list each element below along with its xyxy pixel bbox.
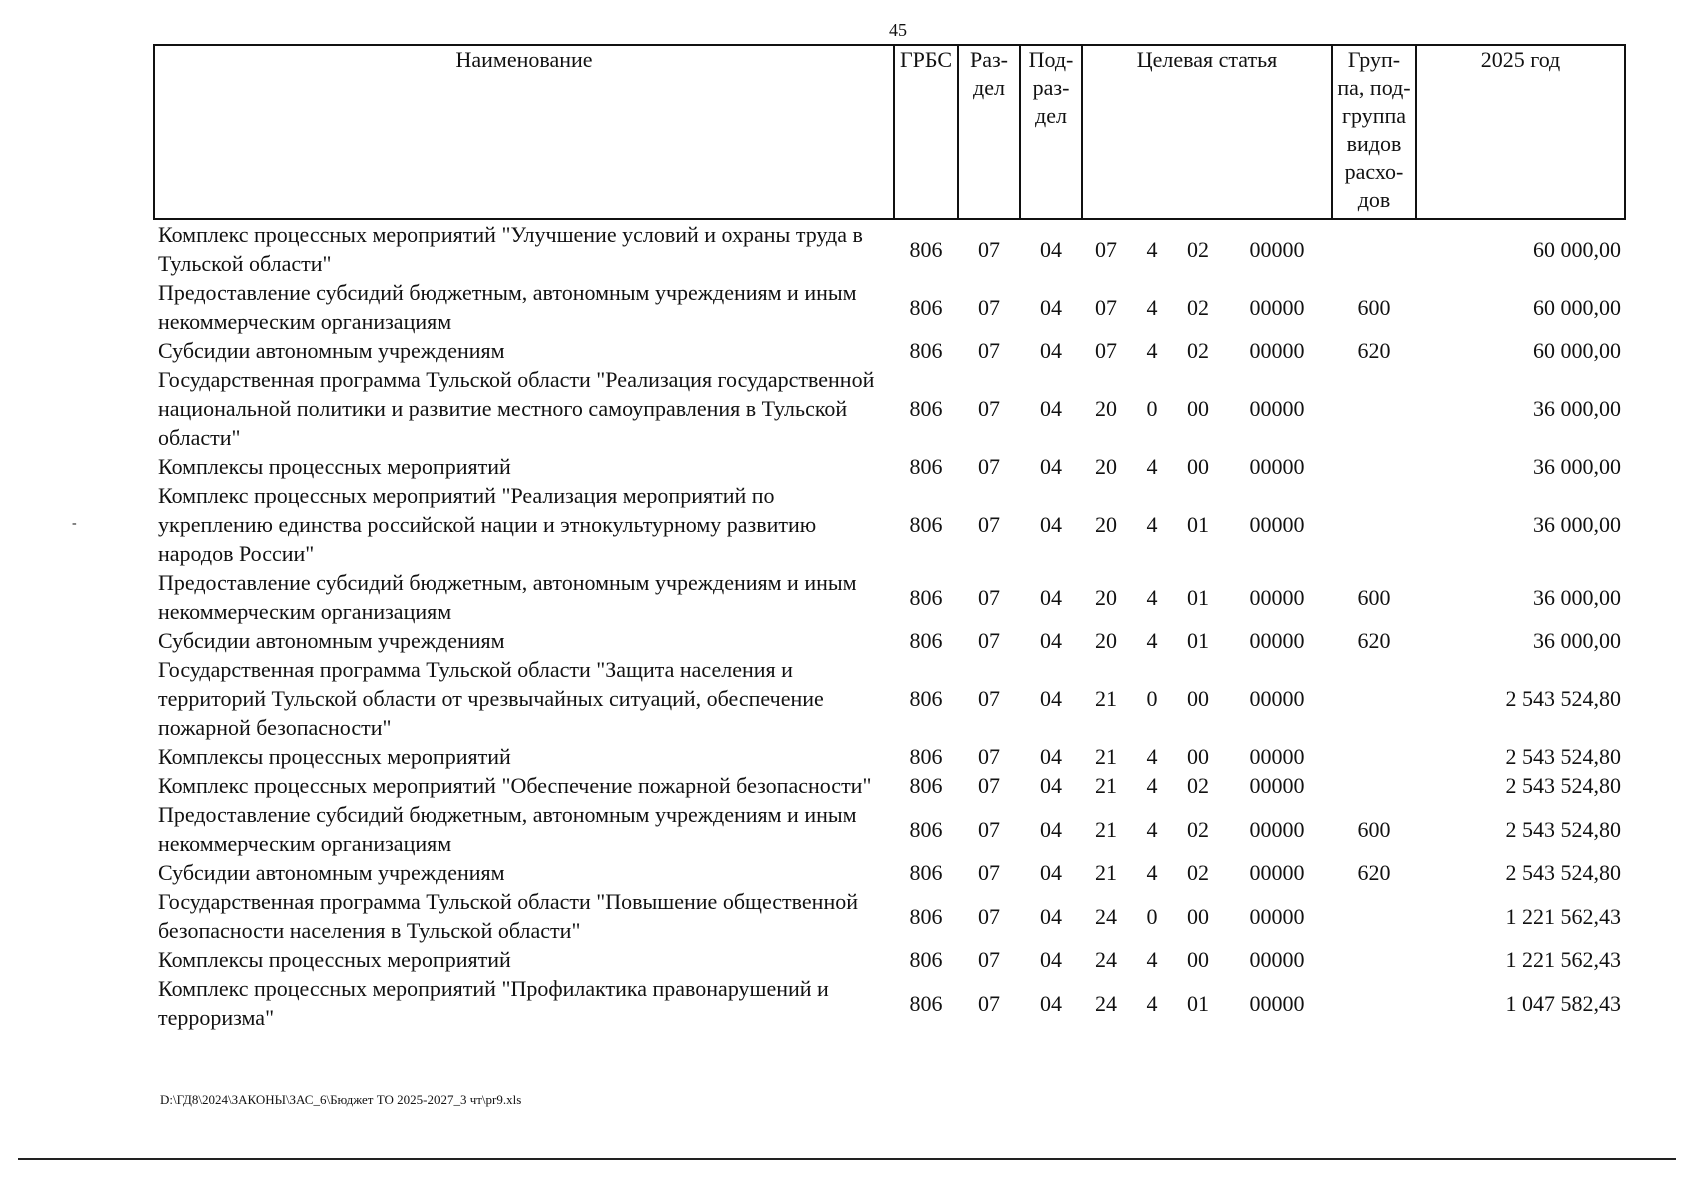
row-name: Государственная программа Тульской области "Повышение общественной безопасности населения в Тульской области"	[158, 889, 858, 943]
row-expense-group: 600	[1357, 294, 1391, 320]
target-code-part: 00	[1187, 396, 1209, 421]
target-code-part: 02	[1187, 294, 1209, 320]
target-code-part: 07	[1095, 294, 1117, 320]
page-number: 45	[889, 20, 907, 40]
row-target-article	[1082, 858, 1332, 887]
row-podrazdel: 04	[1040, 628, 1062, 653]
target-code-part: 00	[1187, 454, 1209, 479]
target-code-part: 20	[1095, 512, 1117, 537]
row-grbs: 806	[909, 947, 943, 972]
target-code-part: 20	[1095, 396, 1117, 421]
target-code-part: 00000	[1249, 396, 1305, 421]
row-grbs: 806	[909, 990, 943, 1016]
header-target: Целевая статья	[1082, 45, 1332, 219]
target-code-part: 4	[1146, 744, 1158, 769]
target-code-part: 20	[1095, 454, 1117, 479]
row-podrazdel: 04	[1040, 236, 1062, 262]
row-grbs: 806	[909, 294, 943, 320]
target-code-part: 24	[1095, 903, 1117, 929]
target-code-part: 0	[1146, 396, 1158, 421]
target-code-part: 4	[1146, 512, 1158, 537]
table-row	[154, 481, 1625, 568]
row-podrazdel: 04	[1040, 816, 1062, 842]
row-amount: 36 000,00	[1533, 512, 1621, 537]
target-code-part: 4	[1146, 816, 1158, 842]
row-podrazdel: 04	[1040, 947, 1062, 972]
target-code-part: 00	[1187, 947, 1209, 972]
row-name: Комплекс процессных мероприятий "Улучшение условий и охраны труда в Тульской области"	[158, 222, 863, 276]
target-code-part: 00	[1187, 686, 1209, 711]
target-code-part: 4	[1146, 584, 1158, 610]
table-row	[154, 452, 1625, 481]
row-podrazdel: 04	[1040, 990, 1062, 1016]
row-amount: 36 000,00	[1533, 584, 1621, 610]
row-name: Комплекс процессных мероприятий "Профилактика правонарушений и терроризма"	[158, 976, 829, 1030]
row-razdel: 07	[978, 773, 1000, 798]
row-name: Субсидии автономным учреждениям	[158, 860, 505, 885]
row-target-article	[1082, 800, 1332, 858]
row-razdel: 07	[978, 990, 1000, 1016]
row-amount: 60 000,00	[1533, 236, 1621, 262]
row-razdel: 07	[978, 584, 1000, 610]
table-row	[154, 887, 1625, 945]
row-podrazdel: 04	[1040, 584, 1062, 610]
budget-table	[153, 44, 1626, 1032]
row-target-article	[1082, 945, 1332, 974]
row-podrazdel: 04	[1040, 686, 1062, 711]
row-expense-group	[1332, 742, 1416, 771]
row-amount: 2 543 524,80	[1505, 773, 1621, 798]
target-code-part: 01	[1187, 990, 1209, 1016]
scan-mark: ‐	[72, 516, 77, 531]
row-razdel: 07	[978, 744, 1000, 769]
target-code-part: 4	[1146, 990, 1158, 1016]
table-row	[154, 974, 1625, 1032]
table-row	[154, 858, 1625, 887]
row-name: Государственная программа Тульской области "Реализация государственной национальной политики и развитие местного самоуправления в Тульской области"	[158, 367, 875, 450]
row-expense-group	[1332, 452, 1416, 481]
table-header-row	[154, 45, 1625, 219]
target-code-part: 00000	[1249, 584, 1305, 610]
target-code-part: 0	[1146, 686, 1158, 711]
row-name: Субсидии автономным учреждениям	[158, 338, 505, 363]
row-target-article	[1082, 626, 1332, 655]
bottom-divider	[18, 1158, 1676, 1160]
row-podrazdel: 04	[1040, 396, 1062, 421]
row-razdel: 07	[978, 338, 1000, 363]
row-target-article	[1082, 974, 1332, 1032]
row-amount: 36 000,00	[1533, 628, 1621, 653]
target-code-part: 00000	[1249, 860, 1305, 885]
target-code-part: 02	[1187, 860, 1209, 885]
target-code-part: 00000	[1249, 454, 1305, 479]
row-expense-group	[1332, 974, 1416, 1032]
table-row	[154, 655, 1625, 742]
row-name: Комплексы процессных мероприятий	[158, 454, 511, 479]
row-expense-group	[1332, 771, 1416, 800]
row-name: Комплекс процессных мероприятий "Обеспечение пожарной безопасности"	[158, 773, 872, 798]
row-grbs: 806	[909, 454, 943, 479]
target-code-part: 4	[1146, 860, 1158, 885]
row-grbs: 806	[909, 338, 943, 363]
target-code-part: 00000	[1249, 628, 1305, 653]
target-code-part: 21	[1095, 860, 1117, 885]
row-amount: 36 000,00	[1533, 454, 1621, 479]
row-expense-group: 620	[1357, 860, 1391, 885]
target-code-part: 00000	[1249, 512, 1305, 537]
row-podrazdel: 04	[1040, 454, 1062, 479]
row-target-article	[1082, 336, 1332, 365]
target-code-part: 20	[1095, 584, 1117, 610]
row-grbs: 806	[909, 903, 943, 929]
header-razdel: Раз- дел	[958, 45, 1020, 219]
row-razdel: 07	[978, 454, 1000, 479]
row-name: Комплексы процессных мероприятий	[158, 744, 511, 769]
row-grbs: 806	[909, 584, 943, 610]
row-target-article	[1082, 742, 1332, 771]
target-code-part: 01	[1187, 584, 1209, 610]
row-razdel: 07	[978, 686, 1000, 711]
row-razdel: 07	[978, 816, 1000, 842]
row-target-article	[1082, 365, 1332, 452]
target-code-part: 4	[1146, 294, 1158, 320]
row-razdel: 07	[978, 903, 1000, 929]
target-code-part: 21	[1095, 773, 1117, 798]
target-code-part: 00000	[1249, 816, 1305, 842]
row-expense-group	[1332, 219, 1416, 278]
row-amount: 2 543 524,80	[1505, 686, 1621, 711]
row-podrazdel: 04	[1040, 294, 1062, 320]
target-code-part: 4	[1146, 236, 1158, 262]
target-code-part: 20	[1095, 628, 1117, 653]
row-razdel: 07	[978, 947, 1000, 972]
row-amount: 2 543 524,80	[1505, 744, 1621, 769]
target-code-part: 00000	[1249, 686, 1305, 711]
target-code-part: 4	[1146, 773, 1158, 798]
target-code-part: 01	[1187, 512, 1209, 537]
row-expense-group	[1332, 655, 1416, 742]
target-code-part: 21	[1095, 744, 1117, 769]
target-code-part: 00000	[1249, 773, 1305, 798]
target-code-part: 00000	[1249, 947, 1305, 972]
row-name: Комплексы процессных мероприятий	[158, 947, 511, 972]
row-expense-group	[1332, 945, 1416, 974]
row-target-article	[1082, 568, 1332, 626]
row-grbs: 806	[909, 628, 943, 653]
target-code-part: 24	[1095, 990, 1117, 1016]
file-path: D:\ГД8\2024\ЗАКОНЫ\ЗАС_6\Бюджет ТО 2025-2027_3 чт\pr9.xls	[160, 1092, 522, 1107]
table-row	[154, 568, 1625, 626]
row-amount: 36 000,00	[1533, 396, 1621, 421]
row-grbs: 806	[909, 816, 943, 842]
row-podrazdel: 04	[1040, 338, 1062, 363]
row-podrazdel: 04	[1040, 860, 1062, 885]
target-code-part: 02	[1187, 773, 1209, 798]
row-razdel: 07	[978, 294, 1000, 320]
row-name: Комплекс процессных мероприятий "Реализация мероприятий по укреплению единства российской нации и этнокультурному развитию народов России"	[158, 483, 817, 566]
row-name: Предоставление субсидий бюджетным, автономным учреждениям и иным некоммерческим организациям	[158, 802, 857, 856]
row-razdel: 07	[978, 396, 1000, 421]
target-code-part: 4	[1146, 628, 1158, 653]
target-code-part: 00	[1187, 903, 1209, 929]
target-code-part: 07	[1095, 338, 1117, 363]
target-code-part: 00000	[1249, 990, 1305, 1016]
row-name: Государственная программа Тульской области "Защита населения и территорий Тульской области от чрезвычайных ситуаций, обеспечение пожарной безопасности"	[158, 657, 824, 740]
header-year: 2025 год	[1416, 45, 1625, 219]
row-grbs: 806	[909, 860, 943, 885]
row-podrazdel: 04	[1040, 903, 1062, 929]
table-row	[154, 800, 1625, 858]
table-row	[154, 626, 1625, 655]
target-code-part: 4	[1146, 947, 1158, 972]
row-grbs: 806	[909, 686, 943, 711]
row-expense-group: 620	[1357, 338, 1391, 363]
row-amount: 60 000,00	[1533, 294, 1621, 320]
header-grbs: ГРБС	[894, 45, 958, 219]
header-name: Наименование	[154, 45, 894, 219]
target-code-part: 00000	[1249, 744, 1305, 769]
table-body	[154, 219, 1625, 1032]
row-amount: 60 000,00	[1533, 338, 1621, 363]
header-group: Груп- па, под- группа видов расхо- дов	[1332, 45, 1416, 219]
target-code-part: 07	[1095, 236, 1117, 262]
row-grbs: 806	[909, 773, 943, 798]
table-row	[154, 278, 1625, 336]
row-target-article	[1082, 452, 1332, 481]
row-name: Предоставление субсидий бюджетным, автономным учреждениям и иным некоммерческим организациям	[158, 280, 857, 334]
row-podrazdel: 04	[1040, 744, 1062, 769]
row-name: Предоставление субсидий бюджетным, автономным учреждениям и иным некоммерческим организациям	[158, 570, 857, 624]
header-podrazdel: Под- раз- дел	[1020, 45, 1082, 219]
row-expense-group	[1332, 365, 1416, 452]
row-grbs: 806	[909, 744, 943, 769]
table-row	[154, 336, 1625, 365]
row-podrazdel: 04	[1040, 773, 1062, 798]
target-code-part: 0	[1146, 903, 1158, 929]
table-row	[154, 945, 1625, 974]
target-code-part: 01	[1187, 628, 1209, 653]
target-code-part: 4	[1146, 338, 1158, 363]
row-razdel: 07	[978, 236, 1000, 262]
target-code-part: 21	[1095, 816, 1117, 842]
target-code-part: 21	[1095, 686, 1117, 711]
row-grbs: 806	[909, 236, 943, 262]
table-row	[154, 771, 1625, 800]
row-amount: 1 221 562,43	[1505, 903, 1621, 929]
row-expense-group: 600	[1357, 816, 1391, 842]
row-target-article	[1082, 278, 1332, 336]
row-podrazdel: 04	[1040, 512, 1062, 537]
row-amount: 1 221 562,43	[1505, 947, 1621, 972]
row-target-article	[1082, 481, 1332, 568]
target-code-part: 00000	[1249, 338, 1305, 363]
target-code-part: 00000	[1249, 294, 1305, 320]
row-expense-group: 600	[1357, 584, 1391, 610]
row-razdel: 07	[978, 860, 1000, 885]
target-code-part: 24	[1095, 947, 1117, 972]
target-code-part: 02	[1187, 338, 1209, 363]
target-code-part: 00000	[1249, 903, 1305, 929]
target-code-part: 4	[1146, 454, 1158, 479]
row-expense-group	[1332, 481, 1416, 568]
row-amount: 1 047 582,43	[1505, 990, 1621, 1016]
target-code-part: 00000	[1249, 236, 1305, 262]
row-target-article	[1082, 887, 1332, 945]
row-target-article	[1082, 655, 1332, 742]
row-razdel: 07	[978, 628, 1000, 653]
row-target-article	[1082, 771, 1332, 800]
target-code-part: 02	[1187, 816, 1209, 842]
table-row	[154, 365, 1625, 452]
row-name: Субсидии автономным учреждениям	[158, 628, 505, 653]
table-row	[154, 219, 1625, 278]
row-target-article	[1082, 219, 1332, 278]
row-amount: 2 543 524,80	[1505, 816, 1621, 842]
row-grbs: 806	[909, 512, 943, 537]
row-expense-group: 620	[1357, 628, 1391, 653]
target-code-part: 02	[1187, 236, 1209, 262]
row-expense-group	[1332, 887, 1416, 945]
row-grbs: 806	[909, 396, 943, 421]
table-row	[154, 742, 1625, 771]
row-razdel: 07	[978, 512, 1000, 537]
target-code-part: 00	[1187, 744, 1209, 769]
row-amount: 2 543 524,80	[1505, 860, 1621, 885]
